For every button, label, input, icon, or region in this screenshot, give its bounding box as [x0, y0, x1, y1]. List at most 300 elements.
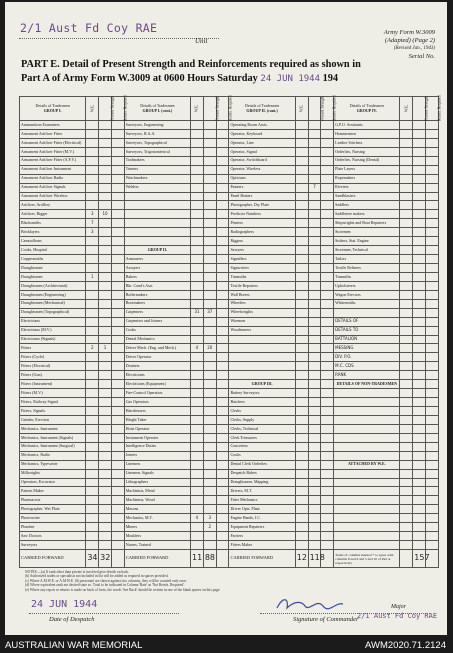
reinf-required-cell: [99, 496, 112, 505]
blank-cell: [426, 246, 439, 255]
blank-cell: [111, 183, 124, 192]
trade-name: Mechanics, Instrument (Signals): [20, 433, 86, 442]
blank-cell: [216, 228, 229, 237]
trade-name: Opticians: [229, 174, 295, 183]
table-row: [20, 237, 439, 246]
blank-cell: [426, 344, 439, 353]
blank-cell: [111, 129, 124, 138]
present-strength-cell: [400, 424, 413, 433]
reinf-required-cell: [99, 532, 112, 541]
blank-cell: [111, 371, 124, 380]
blank-cell: [216, 183, 229, 192]
trade-name: Carpenters: [124, 308, 190, 317]
reinf-required-cell: [308, 460, 321, 469]
table-row: [20, 335, 439, 344]
trade-name: Fitters Maker: [229, 541, 295, 550]
blank-cell: [426, 398, 439, 407]
present-strength-cell: [86, 460, 99, 469]
reinf-required-cell: [99, 299, 112, 308]
table-row: [20, 514, 439, 523]
note-e: (e) Where any report or returns is made on back of form, the words 'See Back' should be written in one of the blank spaces on this page.: [25, 587, 221, 592]
present-strength-cell: [295, 281, 308, 290]
table-row: [20, 541, 439, 550]
trade-name: Linemen: [124, 460, 190, 469]
reinf-required-cell: [308, 353, 321, 362]
col-details-3: Details of Tradesmen GROUP II. (cont.): [229, 97, 295, 121]
trade-name: Dental Mechanics: [124, 335, 190, 344]
table-row: [20, 353, 439, 362]
trade-name: Armament Artificer Wireless: [20, 192, 86, 201]
table-row: [20, 264, 439, 273]
present-strength-cell: [191, 389, 204, 398]
present-strength-cell: [400, 174, 413, 183]
blank-cell: [321, 210, 334, 219]
table-row: [20, 496, 439, 505]
reinf-required-cell: [413, 487, 426, 496]
reinf-required-cell: [413, 281, 426, 290]
trade-name: Clerks: [229, 407, 295, 416]
table-row: [20, 478, 439, 487]
blank-cell: [216, 272, 229, 281]
reinf-required-cell: [99, 362, 112, 371]
blank-cell: [321, 532, 334, 541]
table-row: [20, 281, 439, 290]
present-strength-cell: [86, 183, 99, 192]
present-strength-cell: [400, 541, 413, 550]
reinf-required-cell: [413, 290, 426, 299]
trade-name: Textile Refiners: [334, 264, 400, 273]
trade-name: Fitters (Cycle): [20, 353, 86, 362]
reinf-required-cell: [308, 398, 321, 407]
reinf-required-cell: [203, 541, 216, 550]
table-row: [20, 192, 439, 201]
present-strength-cell: [86, 514, 99, 523]
present-strength-cell: [191, 398, 204, 407]
blank-cell: [426, 219, 439, 228]
trade-name: ATTACHED BY W.E.: [334, 460, 400, 469]
trade-name: Draughtsmen: [20, 272, 86, 281]
trade-name: Draughtsmen (Mechanical): [20, 299, 86, 308]
reinf-required-cell: [203, 201, 216, 210]
present-strength-cell: [191, 165, 204, 174]
present-strength-cell: [400, 129, 413, 138]
present-strength-cell: [191, 156, 204, 165]
reinf-required-cell: [413, 299, 426, 308]
reinf-required-cell: [203, 487, 216, 496]
blank-cell: [321, 272, 334, 281]
trade-name: Pattern Maker: [20, 487, 86, 496]
present-strength-cell: [400, 523, 413, 532]
blank-cell: [321, 442, 334, 451]
commander-unit-stamp: 2/1 Aust Fd Coy RAE: [357, 612, 438, 620]
present-strength-cell: [191, 469, 204, 478]
trade-name: Moulders: [124, 532, 190, 541]
present-strength-cell: [86, 317, 99, 326]
blank-cell: [321, 299, 334, 308]
trade-name: Welders: [124, 183, 190, 192]
present-strength-cell: [191, 415, 204, 424]
archive-name: AUSTRALIAN WAR MEMORIAL: [5, 640, 143, 651]
reinf-required-cell: [203, 138, 216, 147]
blank-cell: [426, 407, 439, 416]
reinf-required-cell: [99, 290, 112, 299]
blank-cell: [321, 541, 334, 550]
archive-accession: AWM2020.71.2124: [365, 640, 446, 651]
reinf-required-cell: [203, 371, 216, 380]
table-row: [20, 255, 439, 264]
blank-cell: [321, 255, 334, 264]
reinf-required-cell: [203, 299, 216, 308]
reinf-required-cell: [308, 147, 321, 156]
blank-cell: [426, 469, 439, 478]
trade-name: Storemen, Technical: [334, 246, 400, 255]
blank-cell: [111, 317, 124, 326]
blank-cell: [321, 326, 334, 335]
reinf-required-cell: [99, 389, 112, 398]
present-strength-cell: [295, 362, 308, 371]
blank-cell: [216, 424, 229, 433]
trade-name: Turners: [124, 165, 190, 174]
reinf-required-cell: [203, 192, 216, 201]
trade-name: Hairdressers: [124, 407, 190, 416]
present-strength-cell: [400, 281, 413, 290]
present-strength-cell: [191, 326, 204, 335]
present-strength-cell: [400, 451, 413, 460]
trade-name: GROUP III.: [229, 380, 295, 389]
reinf-required-cell: [308, 505, 321, 514]
blank-cell: [426, 523, 439, 532]
present-strength-cell: [86, 138, 99, 147]
reinf-required-cell: [99, 415, 112, 424]
trade-name: Armament Artificer Radio: [20, 174, 86, 183]
reinf-required-cell: [203, 156, 216, 165]
present-strength-cell: [86, 389, 99, 398]
reinf-required-cell: [99, 460, 112, 469]
reinf-required-cell: [99, 138, 112, 147]
blank-cell: [111, 478, 124, 487]
reinf-required-cell: [99, 442, 112, 451]
present-strength-cell: [400, 398, 413, 407]
present-strength-cell: [400, 496, 413, 505]
present-strength-cell: [400, 156, 413, 165]
present-strength-cell: 1: [86, 272, 99, 281]
form-ref-name: Army Form W.3009: [383, 29, 435, 36]
trade-name: Surveyors, Trigonometrical: [124, 147, 190, 156]
col-reinf-3: Reinfs. Required: [321, 97, 334, 121]
reinf-required-cell: [413, 335, 426, 344]
reinf-required-cell: [413, 514, 426, 523]
present-strength-cell: [400, 335, 413, 344]
blank-cell: [111, 451, 124, 460]
present-strength-cell: [191, 532, 204, 541]
blank-cell: [426, 210, 439, 219]
present-strength-cell: [400, 192, 413, 201]
present-strength-cell: [86, 380, 99, 389]
blank-cell: [216, 308, 229, 317]
trade-name: Tinsmiths: [229, 272, 295, 281]
cf-2a: 11: [191, 550, 204, 568]
blank-cell: [321, 281, 334, 290]
title-year: 194: [322, 72, 339, 84]
present-strength-cell: [295, 451, 308, 460]
present-strength-cell: [295, 201, 308, 210]
reinf-required-cell: [99, 165, 112, 174]
trade-name: Linemen, Signals: [124, 469, 190, 478]
trade-name: [334, 407, 400, 416]
reinf-required-cell: [413, 255, 426, 264]
present-strength-cell: [191, 478, 204, 487]
title-line-2: Part A of Army Form W.3009 at 0600 Hours Saturday: [21, 72, 258, 84]
present-strength-cell: [86, 469, 99, 478]
trade-name: Driver Opts. Plant: [229, 505, 295, 514]
reinf-required-cell: [99, 272, 112, 281]
reinf-required-cell: [308, 156, 321, 165]
blank-cell: [216, 514, 229, 523]
reinf-required-cell: [413, 362, 426, 371]
present-strength-cell: [400, 353, 413, 362]
trade-name: Riggers: [229, 237, 295, 246]
blank-cell: [216, 442, 229, 451]
trade-name: Saddlers: [334, 201, 400, 210]
present-strength-cell: [86, 335, 99, 344]
reinf-required-cell: [99, 281, 112, 290]
present-strength-cell: [191, 272, 204, 281]
trade-name: RANK: [334, 371, 400, 380]
reinf-required-cell: [99, 469, 112, 478]
blank-cell: [321, 335, 334, 344]
blank-cell: [426, 129, 439, 138]
blank-cell: [321, 469, 334, 478]
reinf-required-cell: [413, 353, 426, 362]
blank-cell: [426, 272, 439, 281]
reinf-required-cell: [203, 451, 216, 460]
present-strength-cell: [86, 371, 99, 380]
trade-name: Fitters (M.V.): [20, 389, 86, 398]
present-strength-cell: [295, 353, 308, 362]
reinf-required-cell: [99, 147, 112, 156]
reinf-required-cell: [203, 174, 216, 183]
reinf-required-cell: [203, 424, 216, 433]
present-strength-cell: [191, 264, 204, 273]
trade-name: Cooks: [229, 451, 295, 460]
reinf-required-cell: 20: [203, 344, 216, 353]
blank-cell: [111, 326, 124, 335]
trade-name: DETAILS TO: [334, 326, 400, 335]
blank-cell: [111, 424, 124, 433]
col-present-4: Present Strength: [413, 97, 426, 121]
present-strength-cell: [86, 362, 99, 371]
reinf-required-cell: [308, 514, 321, 523]
reinf-required-cell: [413, 308, 426, 317]
blank-cell: [426, 281, 439, 290]
reinf-required-cell: [99, 523, 112, 532]
present-strength-cell: [191, 335, 204, 344]
trade-name: Hammermen: [334, 129, 400, 138]
form-ref-adapted: (Adapted) (Page 2): [384, 37, 435, 44]
blank-cell: [111, 299, 124, 308]
trade-name: Mechanics, Typewriter: [20, 460, 86, 469]
present-strength-cell: [400, 210, 413, 219]
blank-cell: [216, 317, 229, 326]
present-strength-cell: [191, 541, 204, 550]
blank-cell: [426, 424, 439, 433]
present-strength-cell: [295, 165, 308, 174]
blank-cell: [216, 344, 229, 353]
table-row: [20, 523, 439, 532]
trade-name: Fire-Control Operators: [124, 389, 190, 398]
reinf-required-cell: [413, 496, 426, 505]
trade-name: Mechanics, Instrument: [20, 424, 86, 433]
reinf-required-cell: [99, 121, 112, 130]
trade-name: [124, 192, 190, 201]
present-strength-cell: [295, 121, 308, 130]
blank-cell: [111, 281, 124, 290]
title-date-stamp: 24 JUN 1944: [260, 73, 321, 84]
present-strength-cell: [295, 317, 308, 326]
reinf-required-cell: [99, 478, 112, 487]
blank-cell: [111, 442, 124, 451]
trade-name: Driver Operator: [124, 353, 190, 362]
blank-cell: [216, 165, 229, 174]
blank-cell: [426, 532, 439, 541]
present-strength-cell: [400, 255, 413, 264]
present-strength-cell: [400, 442, 413, 451]
blank-cell: [426, 353, 439, 362]
reinf-required-cell: [413, 272, 426, 281]
trade-name: Nurses, Trained: [124, 541, 190, 550]
present-strength-cell: [295, 478, 308, 487]
reinf-required-cell: [308, 532, 321, 541]
reinf-required-cell: [203, 121, 216, 130]
present-strength-cell: [400, 183, 413, 192]
table-row: [20, 183, 439, 192]
trade-name: Drivers, M.T.: [229, 487, 295, 496]
trade-name: Tailors: [334, 255, 400, 264]
trade-name: Electricians (Signals): [20, 335, 86, 344]
blank-cell: [216, 147, 229, 156]
reinf-required-cell: [308, 469, 321, 478]
reinf-required-cell: [203, 335, 216, 344]
present-strength-cell: [400, 237, 413, 246]
trade-name: Armourers: [124, 255, 190, 264]
present-strength-cell: [295, 371, 308, 380]
blank-cell: [216, 523, 229, 532]
blank-cell: [111, 308, 124, 317]
blank-cell: [321, 523, 334, 532]
reinf-required-cell: [413, 228, 426, 237]
commander-line: [260, 613, 430, 614]
present-strength-cell: [86, 496, 99, 505]
table-row: [20, 228, 439, 237]
present-strength-cell: [86, 299, 99, 308]
reinf-required-cell: [413, 246, 426, 255]
present-strength-cell: [295, 326, 308, 335]
blank-cell: [216, 460, 229, 469]
col-we-3: W.E.: [295, 97, 308, 121]
note-b: (b) Authorized trades or specialists not included in list will be added as required in spaces provided.: [25, 574, 169, 579]
cf-3b: 118: [308, 550, 321, 568]
reinf-required-cell: [308, 487, 321, 496]
trade-name: Fitters (Gun): [20, 371, 86, 380]
blank-cell: [321, 264, 334, 273]
blank-cell: [321, 219, 334, 228]
reinf-required-cell: [308, 272, 321, 281]
present-strength-cell: [400, 165, 413, 174]
trade-name: Armament Artificer Fitter (A.F.V.): [20, 156, 86, 165]
present-strength-cell: [86, 237, 99, 246]
present-strength-cell: [295, 228, 308, 237]
present-strength-cell: [295, 210, 308, 219]
table-row: [20, 389, 439, 398]
reinf-required-cell: [203, 183, 216, 192]
trade-name: Joiners: [124, 451, 190, 460]
blank-cell: [321, 121, 334, 130]
present-strength-cell: [191, 433, 204, 442]
blank-cell: [426, 371, 439, 380]
trade-name: G.P.O. Assistants: [334, 121, 400, 130]
trade-name: GROUP II.: [124, 246, 190, 255]
unit-label: Unit: [195, 37, 208, 45]
present-strength-cell: [295, 156, 308, 165]
trade-name: Photographer, Dry Plate: [229, 201, 295, 210]
trade-name: [124, 228, 190, 237]
cf-4b: 157: [413, 550, 426, 568]
reinf-required-cell: [308, 442, 321, 451]
reinf-required-cell: [203, 469, 216, 478]
reinf-required-cell: [413, 147, 426, 156]
present-strength-cell: [295, 433, 308, 442]
trade-name: Textile Repairers: [229, 281, 295, 290]
blank-cell: [216, 451, 229, 460]
trade-name: [334, 389, 400, 398]
blank-cell: [321, 407, 334, 416]
present-strength-cell: [295, 398, 308, 407]
blank-cell: [216, 353, 229, 362]
carried-forward-row: [20, 550, 439, 568]
trade-name: Coppersmiths: [20, 255, 86, 264]
reinf-required-cell: [99, 237, 112, 246]
trade-name: Orderlies, Nursing: [334, 147, 400, 156]
reinf-required-cell: [308, 255, 321, 264]
reinf-required-cell: 10: [99, 210, 112, 219]
present-strength-cell: [86, 264, 99, 273]
reinf-required-cell: [308, 496, 321, 505]
form-reference: [384, 29, 435, 61]
table-row: [20, 317, 439, 326]
present-strength-cell: [400, 228, 413, 237]
reinf-required-cell: [413, 451, 426, 460]
blank-cell: [426, 389, 439, 398]
trade-name: Armament Artificer Fitter: [20, 129, 86, 138]
blank-cell: [426, 541, 439, 550]
blank-cell: [426, 299, 439, 308]
blank-cell: [321, 237, 334, 246]
reinf-required-cell: [203, 389, 216, 398]
blank-cell: [426, 237, 439, 246]
present-strength-cell: [191, 121, 204, 130]
blank-cell: [321, 183, 334, 192]
blank-cell: [321, 246, 334, 255]
table-row: [20, 308, 439, 317]
trade-name: [229, 371, 295, 380]
trade-name: Draughtsmen (Architectural): [20, 281, 86, 290]
carried-forward-label-1: CARRIED FORWARD: [20, 550, 86, 568]
reinf-required-cell: [413, 219, 426, 228]
present-strength-cell: [295, 299, 308, 308]
table-row: [20, 460, 439, 469]
present-strength-cell: [86, 156, 99, 165]
reinf-required-cell: [203, 362, 216, 371]
